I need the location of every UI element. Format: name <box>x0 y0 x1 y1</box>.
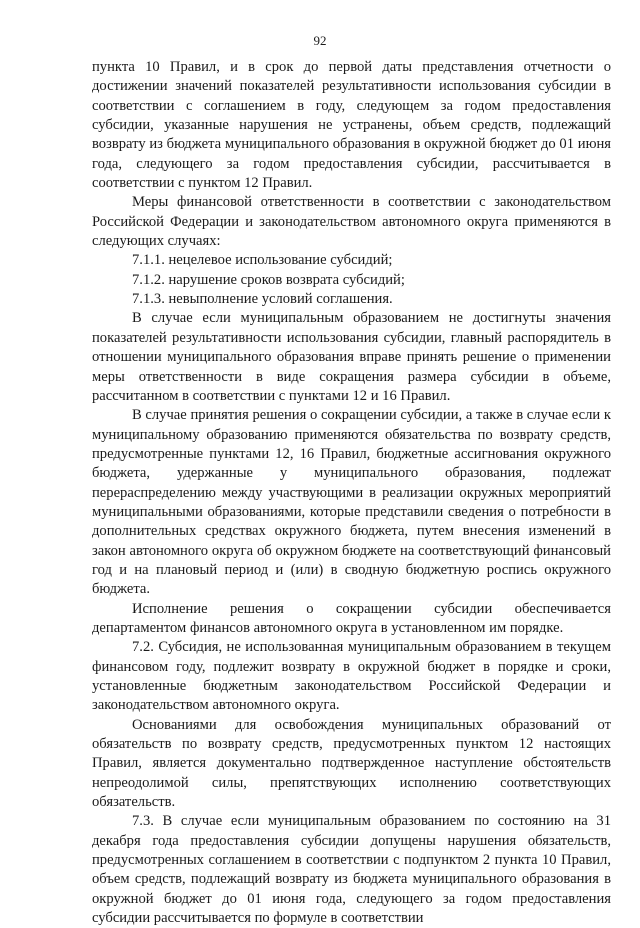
page-number: 92 <box>313 33 327 48</box>
list-item-7-1-2: 7.1.2. нарушение сроков возврата субсидий; <box>132 271 405 288</box>
paragraph-execution: Исполнение решения о сокращении субсидии обеспечивается департаментом финансов автономного округа в установленном им порядке. <box>92 600 611 636</box>
document-body <box>92 58 611 928</box>
paragraph-7-3: 7.3. В случае если муниципальным образованием по состоянию на 31 декабря года предоставления субсидии допущены нарушения обязательств, предусмотренных соглашением в соответствии с подпунктом 2 пункта 10 Правил, объем средств, подлежащий возврату из бюджета муниципального образования в окружной бюджет до 01 июня года, следующего за годом предоставления субсидии рассчитывается по формуле в соответствии <box>92 813 611 927</box>
paragraph-performance-not-met: В случае если муниципальным образованием не достигнуты значения показателей результативности использования субсидии, главный распорядитель в отношении муниципального образования вправе принять решение о применении меры ответственности в виде сокращения размера субсидии в объеме, рассчитанном в соответствии с пунктами 12 и 16 Правил. <box>92 310 611 404</box>
paragraph-exemption-grounds: Основаниями для освобождения муниципальных образований от обязательств по возврату средств, предусмотренных пунктом 12 настоящих Правил, является документально подтвержденное наступление обстоятельств непреодолимой силы, препятствующих исполнению соответствующих обязательств. <box>92 716 611 811</box>
list-item-7-1-1: 7.1.1. нецелевое использование субсидий; <box>132 252 393 269</box>
list-item-7-1-3: 7.1.3. невыполнение условий соглашения. <box>132 291 393 308</box>
paragraph-7-2: 7.2. Субсидия, не использованная муниципальным образованием в текущем финансовом году, подлежит возврату в окружной бюджет в порядке и сроки, установленные бюджетным законодательством Российской Федерации и законодательством автономного округа. <box>92 639 611 714</box>
paragraph-continuation: пункта 10 Правил, и в срок до первой даты представления отчетности о достижении значений показателей результативности использования субсидии в соответствии с соглашением в году, следующем за годом предоставления субсидии, указанные нарушения не устранены, объем средств, подлежащий возврату из бюджета муниципального образования в окружной бюджет до 01 июня года, следующего за годом предоставления субсидии, рассчитывается в соответствии с пунктом 12 Правил. <box>92 59 611 192</box>
paragraph-liability-measures: Меры финансовой ответственности в соответствии с законодательством Российской Федерации и законодательством автономного округа применяются в следующих случаях: <box>92 194 611 250</box>
paragraph-reduction-decision: В случае принятия решения о сокращении субсидии, а также в случае если к муниципальному образованию применяются обязательства по возврату средств, предусмотренные пунктами 12, 16 Правил, бюджетные ассигнования окружного бюджета, удержанные у муниципального образования, подлежат перераспределению между участвующими в реализации окружных мероприятий муниципальными образованиями, которые представили сведения о потребности в дополнительных средствах окружного бюджета, путем внесения изменений в закон автономного округа об окружном бюджете на соответствующий финансовый год и на плановый период и (или) в сводную бюджетную роспись окружного бюджета. <box>92 407 611 598</box>
